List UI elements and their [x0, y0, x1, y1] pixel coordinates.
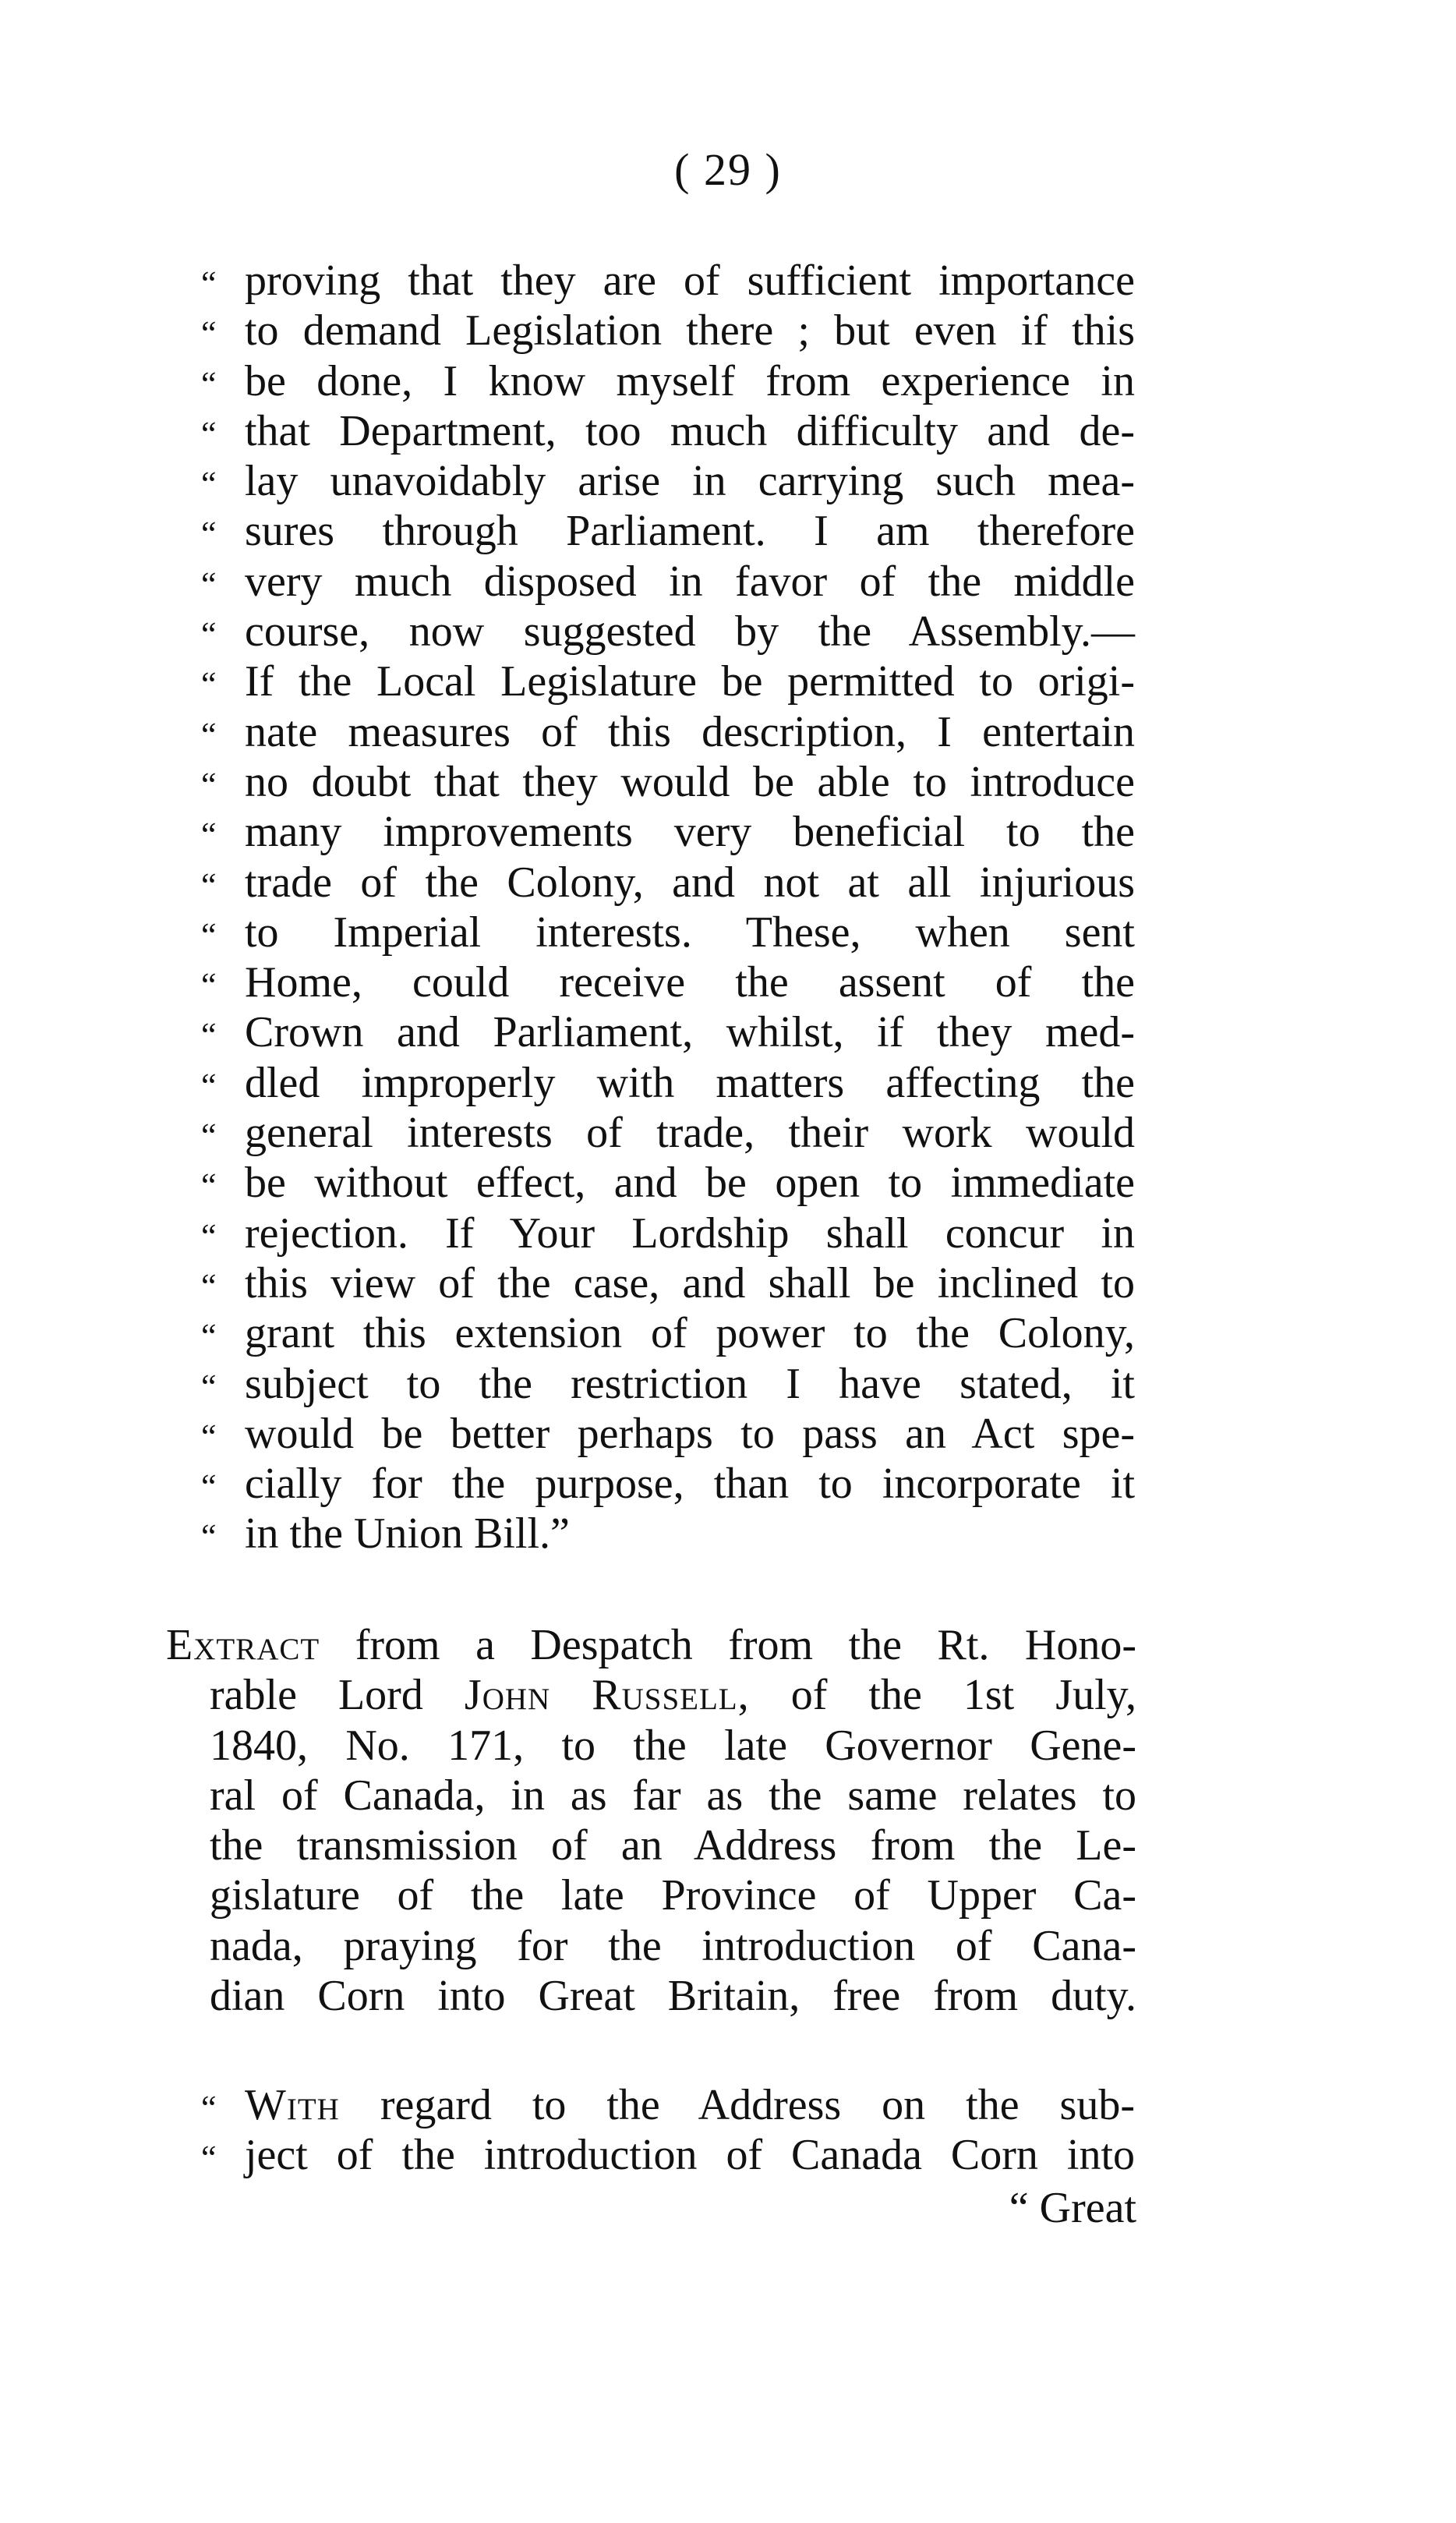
quote-mark: “: [201, 364, 217, 403]
quote-lead-word: With: [245, 2081, 340, 2129]
quote-mark: “: [201, 2139, 217, 2178]
quote-mark: “: [201, 765, 217, 804]
catchword: “ Great: [1009, 2184, 1136, 2232]
quote-line-text: grant this extension of power to the Colony,: [245, 1309, 1135, 1358]
quote-line-text: no doubt that they would be able to introduce: [245, 757, 1135, 806]
quote-line: [201, 1509, 1135, 1559]
quote-line-text: subject to the restriction I have stated, it: [245, 1359, 1135, 1408]
quote-mark: “: [201, 465, 217, 504]
quote-line: [201, 908, 1135, 957]
extract-line-text: from a Despatch from the Rt. Hono-: [355, 1621, 1137, 1669]
quote-mark: “: [201, 1166, 217, 1205]
quote-line-text: cially for the purpose, than to incorporate it: [245, 1460, 1135, 1509]
quote-line-text: to demand Legislation there ; but even if this: [245, 306, 1135, 356]
quote-mark: “: [201, 264, 217, 303]
quote-line: [201, 1108, 1135, 1158]
quote-line-text: would be better perhaps to pass an Act spe-: [245, 1409, 1135, 1458]
quote-line-text: [245, 2080, 1135, 2130]
quote-line: [201, 1308, 1135, 1358]
person-name: John: [464, 1671, 551, 1720]
quote-mark: “: [201, 1016, 217, 1055]
quote-line-text: Home, could receive the assent of the: [245, 958, 1135, 1007]
quoted-letter-block: [201, 256, 1135, 1559]
quote-line-text: be without effect, and be open to immediate: [245, 1159, 1135, 1208]
quote-line: [201, 456, 1135, 506]
quote-line: [201, 1058, 1135, 1108]
extract-line: gislature of the late Province of Upper Ca-: [210, 1871, 1136, 1920]
quote-line: [201, 807, 1135, 857]
quote-line-text: lay unavoidably arise in carrying such mea-: [245, 457, 1135, 506]
quote-line: [201, 506, 1135, 556]
extract-heading-paragraph: [166, 1620, 1136, 2021]
extract-line-text: of the 1st July,: [790, 1671, 1137, 1720]
quote-line: [201, 256, 1135, 306]
extract-lead-word: Extract: [166, 1621, 320, 1669]
quote-line-text: proving that they are of sufficient importance: [245, 257, 1135, 305]
quote-mark: “: [201, 414, 217, 453]
quote-line-text: sures through Parliament. I am therefore: [245, 507, 1135, 556]
quote-mark: “: [201, 1216, 217, 1255]
quote-line: [201, 1258, 1135, 1308]
quote-line-text: dled improperly with matters affecting the: [245, 1058, 1135, 1107]
quote-line-rest: regard to the Address on the sub-: [380, 2081, 1135, 2129]
quote-mark: “: [201, 314, 217, 353]
quote-mark: “: [201, 1116, 217, 1155]
quote-line: [201, 356, 1135, 406]
extract-line: ral of Canada, in as far as the same relates to: [210, 1771, 1136, 1820]
extract-line-text: rable Lord: [210, 1671, 423, 1720]
quote-line: [201, 1208, 1135, 1258]
quote-mark: “: [201, 615, 217, 654]
quote-line-text: Crown and Parliament, whilst, if they med-: [245, 1008, 1135, 1057]
quote-mark: “: [201, 915, 217, 954]
quote-mark: “: [201, 515, 217, 554]
quote-line: [201, 2130, 1135, 2180]
quote-line: [201, 656, 1135, 706]
quote-line-text: trade of the Colony, and not at all injurious: [245, 858, 1135, 907]
quote-line-text: ject of the introduction of Canada Corn into: [245, 2131, 1135, 2180]
quote-line-text: be done, I know myself from experience in: [245, 356, 1135, 405]
extract-line: [166, 1620, 1136, 1670]
quote-line: [201, 306, 1135, 356]
quote-line: [201, 1409, 1135, 1459]
quote-mark: “: [201, 1417, 217, 1456]
quote-line: [201, 406, 1135, 456]
quote-line-text: course, now suggested by the Assembly.—: [245, 607, 1135, 656]
quote-line-text: to Imperial interests. These, when sent: [245, 908, 1135, 957]
quote-line: [201, 1007, 1135, 1057]
extract-line: the transmission of an Address from the Le-: [210, 1821, 1136, 1870]
quote-line-text: very much disposed in favor of the middle: [245, 557, 1135, 606]
quote-mark: “: [201, 665, 217, 704]
quote-line: [201, 557, 1135, 607]
extract-line: 1840, No. 171, to the late Governor Gene-: [210, 1721, 1136, 1770]
quote-mark: “: [201, 816, 217, 855]
quote-mark: “: [201, 865, 217, 904]
quote-line: [201, 1158, 1135, 1208]
quote-line: [201, 1459, 1135, 1509]
quote-mark: “: [201, 1517, 217, 1556]
quote-mark: “: [201, 715, 217, 754]
quote-line-text: many improvements very beneficial to the: [245, 808, 1135, 857]
quote-line-text: that Department, too much difficulty and de-: [245, 406, 1135, 455]
quote-line: [201, 858, 1135, 908]
quote-mark: “: [201, 1367, 217, 1406]
quote-line-text: rejection. If Your Lordship shall concur in: [245, 1208, 1135, 1258]
quote-mark: “: [201, 966, 217, 1005]
quote-line-text: this view of the case, and shall be inclined to: [245, 1258, 1135, 1308]
quote-line: [201, 1359, 1135, 1409]
quote-mark: “: [201, 2089, 217, 2127]
person-name: Russell,: [592, 1671, 750, 1720]
quote-line: [201, 757, 1135, 807]
quote-line-text: If the Local Legislature be permitted to origi-: [245, 657, 1135, 706]
quote-mark: “: [201, 1467, 217, 1506]
extract-line: dian Corn into Great Britain, free from duty.: [210, 1972, 1136, 2021]
quote-line: [201, 607, 1135, 656]
quote-mark: “: [201, 1266, 217, 1305]
second-quote-block: [201, 2080, 1135, 2181]
page-number: ( 29 ): [674, 144, 782, 195]
quote-line: [201, 2080, 1135, 2130]
quote-mark: “: [201, 1317, 217, 1356]
quote-line-text: general interests of trade, their work would: [245, 1109, 1135, 1158]
quote-line: [201, 957, 1135, 1007]
quote-line-text: nate measures of this description, I entertain: [245, 707, 1135, 756]
quote-mark: “: [201, 564, 217, 603]
extract-line: [166, 1670, 1136, 1720]
quote-line: [201, 707, 1135, 757]
extract-line: nada, praying for the introduction of Cana-: [210, 1921, 1136, 1970]
quote-line-text: in the Union Bill.”: [245, 1509, 570, 1559]
quote-mark: “: [201, 1066, 217, 1105]
